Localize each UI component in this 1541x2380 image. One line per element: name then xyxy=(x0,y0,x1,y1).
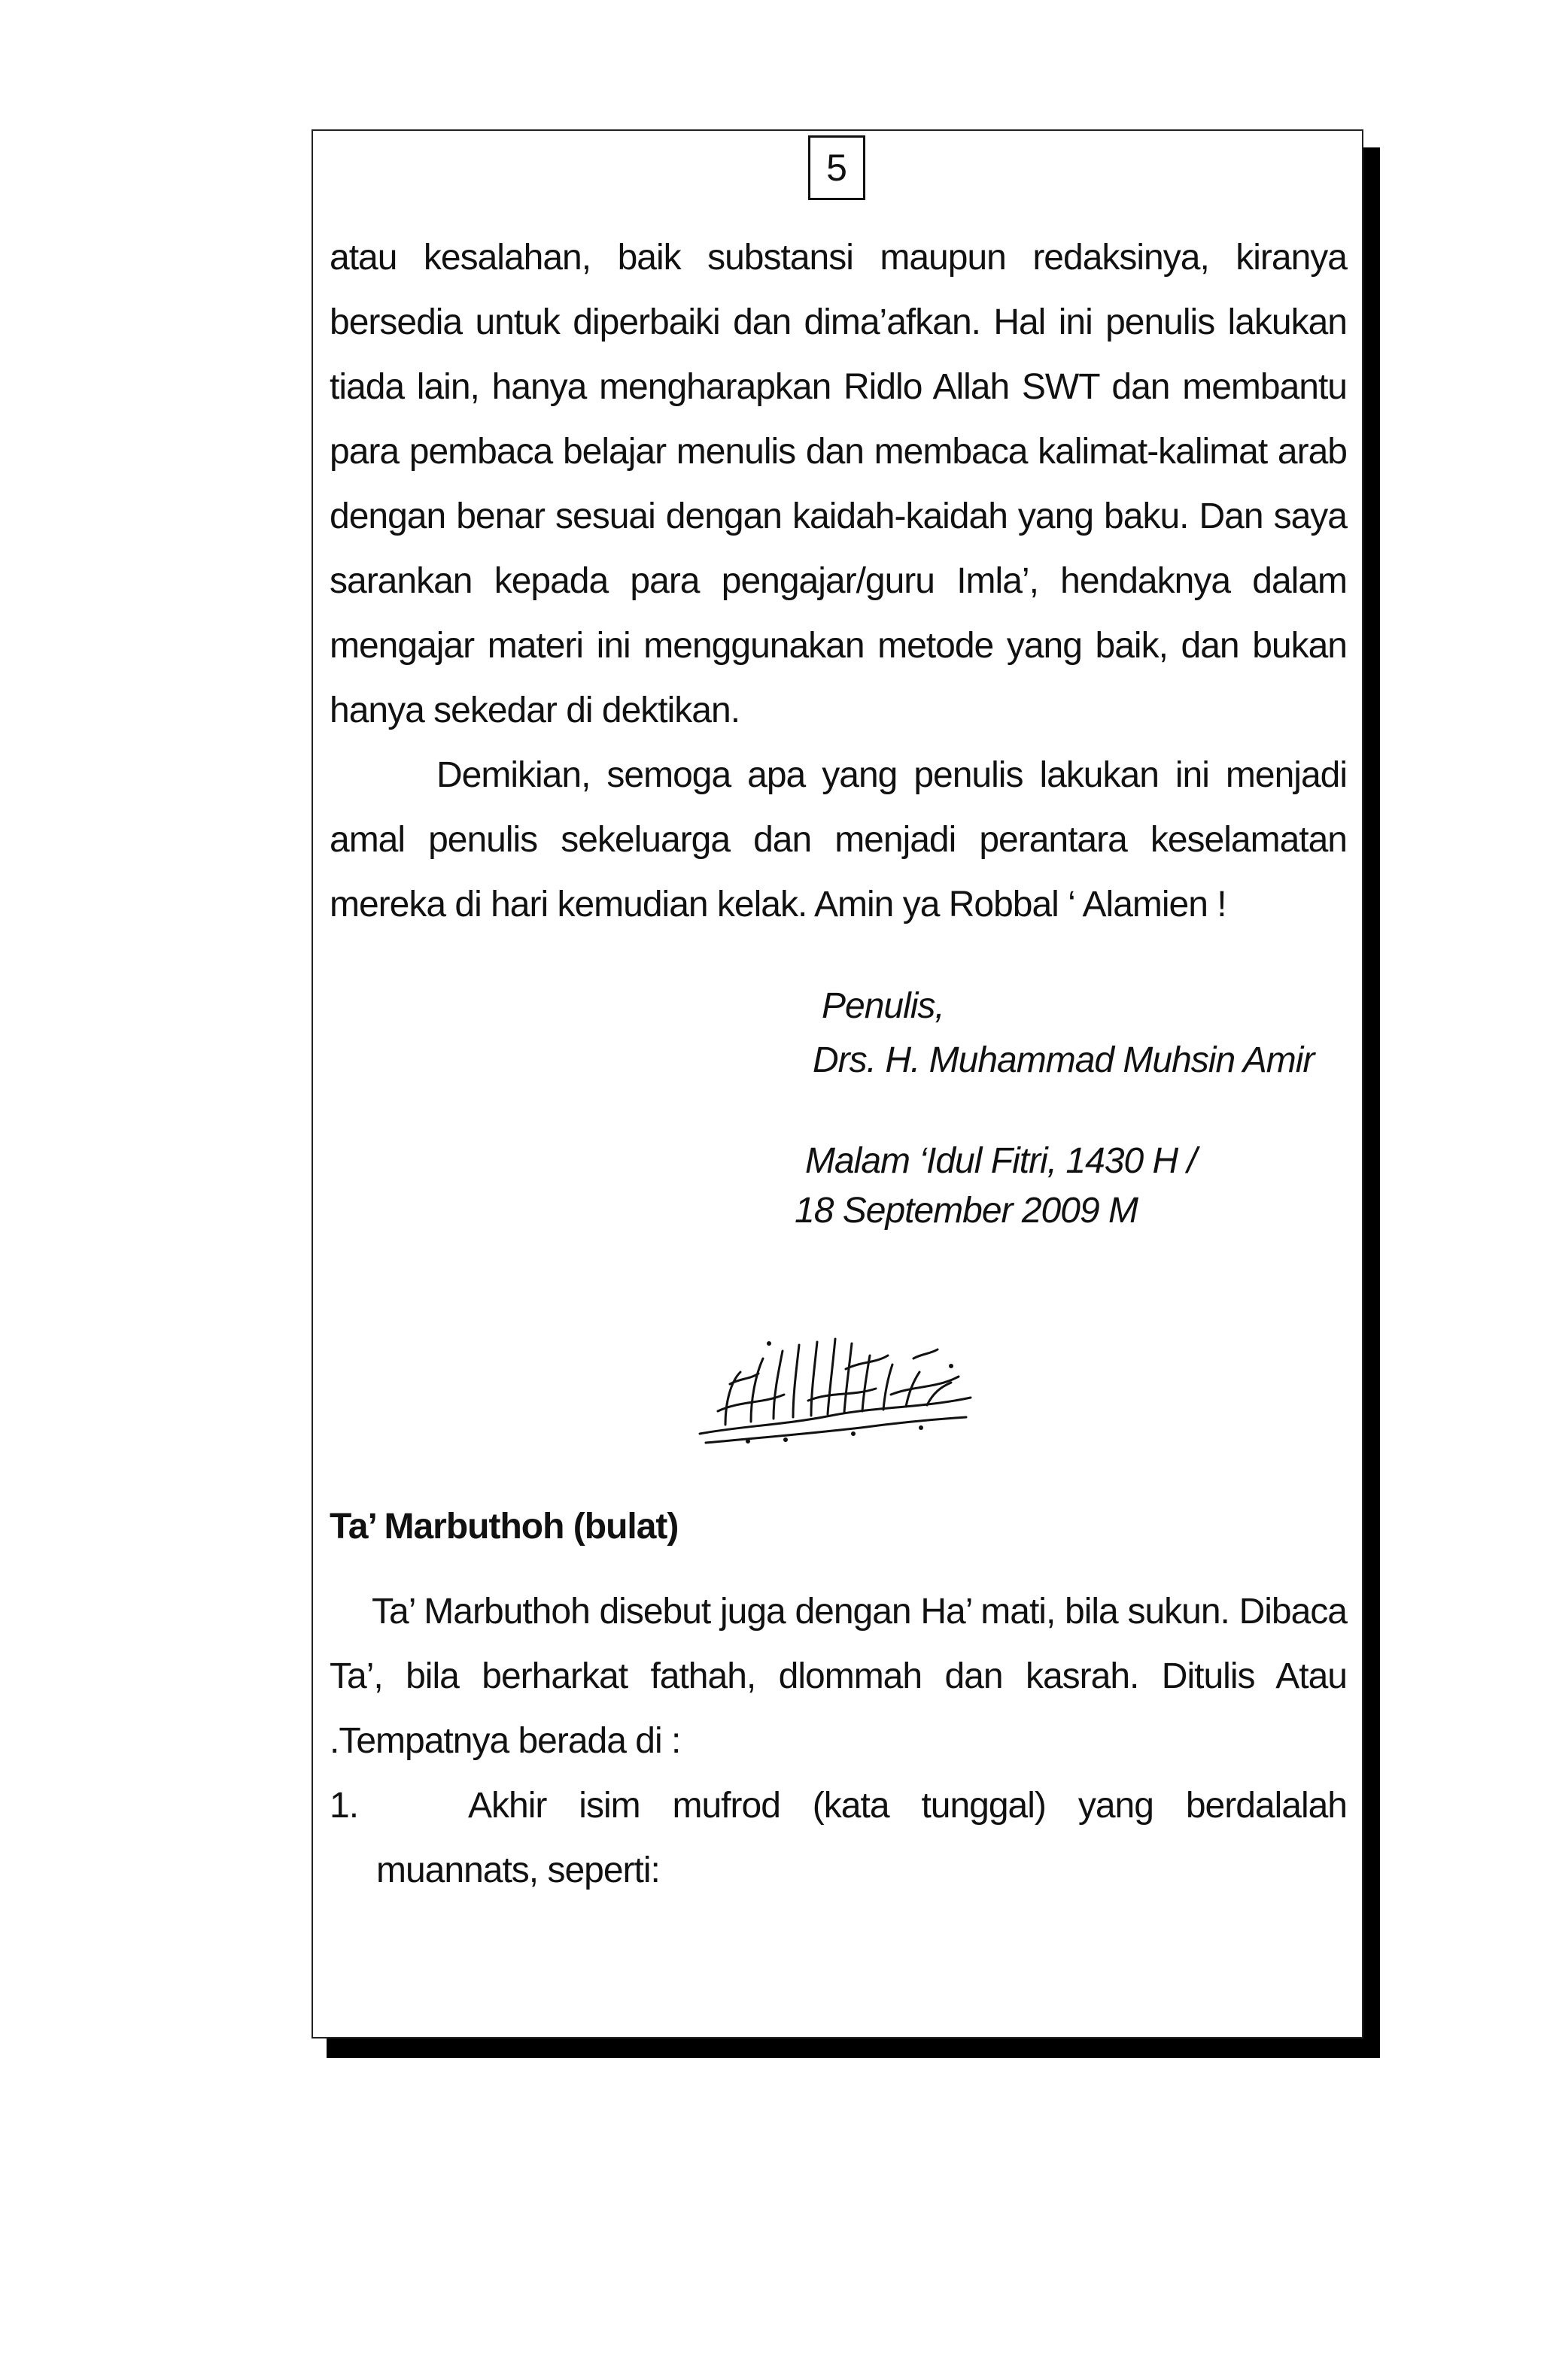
list-item-number: 1. xyxy=(330,1786,359,1826)
section-body xyxy=(330,1580,1347,1903)
signature-date-line-2: 18 September 2009 M xyxy=(795,1191,1138,1231)
page-number: 5 xyxy=(808,135,865,200)
preface-paragraph: atau kesalahan, baik substansi maupun redaksinya, kiranya bersedia untuk diperbaiki dan dima’afkan. Hal ini penulis lakukan tiada lain, hanya mengharapkan Ridlo Allah SWT dan membantu para pembaca belajar menulis dan membaca kalimat-kalimat arab dengan benar sesuai dengan kaidah-kaidah yang baku. Dan saya sarankan kepada para pengajar/guru Imla’, hendaknya dalam mengajar materi ini menggunakan metode yang baik, dan bukan hanya sekedar di dektikan. xyxy=(330,238,1347,730)
preface-closing-paragraph: Demikian, semoga apa yang penulis lakukan ini menjadi amal penulis sekeluarga dan menjadi perantara keselamatan mereka di hari kemudian kelak. Amin ya Robbal ‘ Alamien ! xyxy=(330,755,1347,924)
section-paragraph: Ta’ Marbuthoh disebut juga dengan Ha’ mati, bila sukun. Dibaca Ta’, bila berharkat fathah, dlommah dan kasrah. Ditulis Atau .Tempatnya berada di : xyxy=(330,1592,1347,1761)
preface-body xyxy=(330,226,1347,937)
signature-name: Drs. H. Muhammad Muhsin Amir xyxy=(813,1040,1315,1080)
signature-date-line-1: Malam ‘Idul Fitri, 1430 H / xyxy=(805,1141,1196,1181)
signature-role: Penulis, xyxy=(822,986,944,1026)
section-heading: Ta’ Marbuthoh (bulat) xyxy=(330,1507,679,1547)
list-item xyxy=(330,1774,1347,1903)
basmala-calligraphy-icon xyxy=(695,1328,978,1456)
list-item-text: Akhir isim mufrod (kata tunggal) yang berdalalah muannats, seperti: xyxy=(376,1786,1347,1890)
